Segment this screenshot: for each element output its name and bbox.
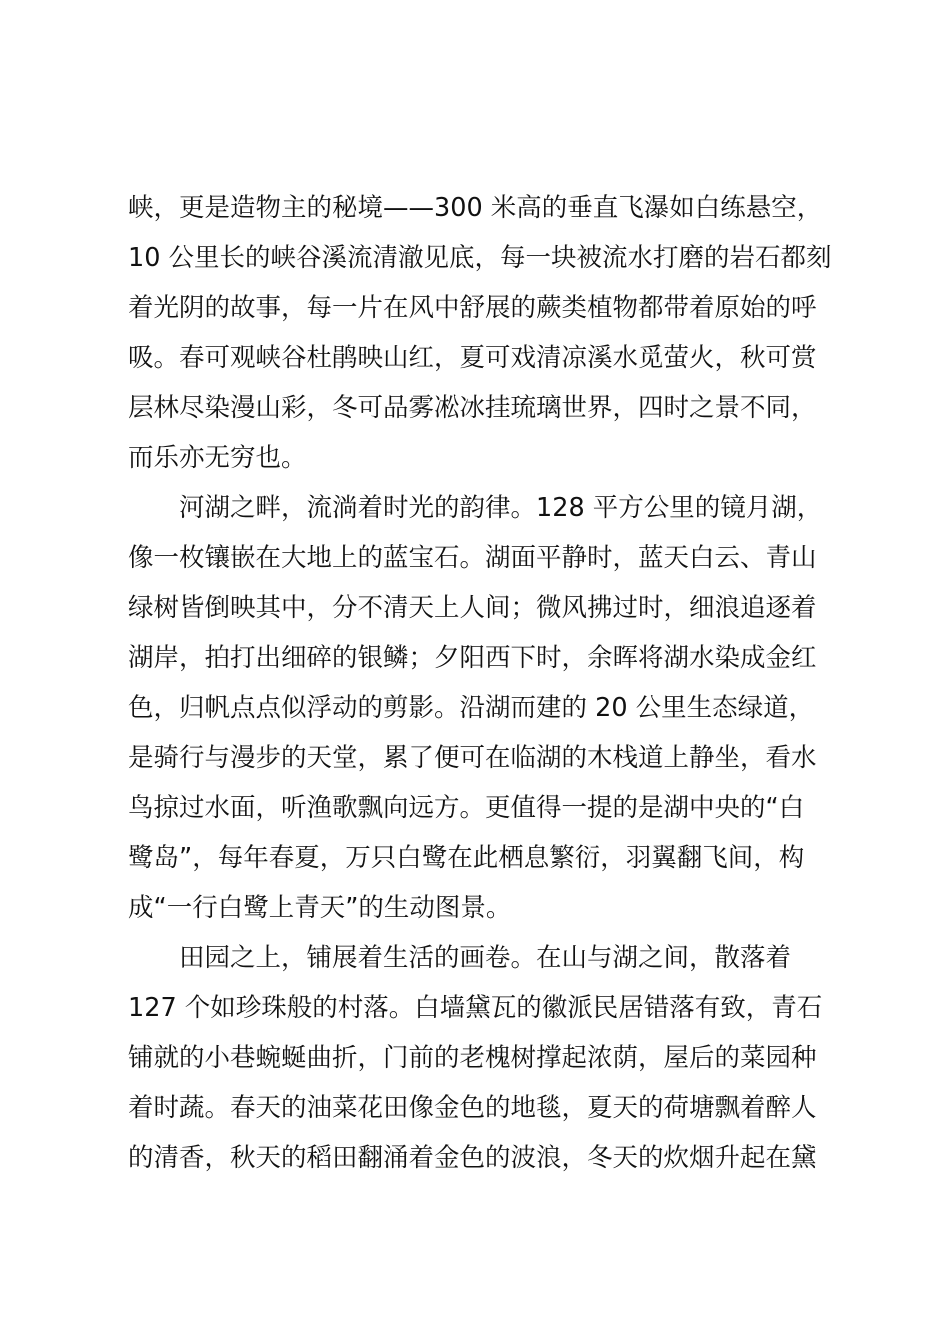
text-line: 绿树皆倒映其中，分不清天上人间；微风拂过时，细浪追逐着 [128, 593, 817, 623]
text-line: 鸟掠过水面，听渔歌飘向远方。更值得一提的是湖中央的“白 [128, 793, 805, 823]
paragraph-gorge [128, 183, 838, 483]
text-line: 铺就的小巷蜿蜒曲折，门前的老槐树撑起浓荫，屋后的菜园种 [128, 1043, 817, 1073]
text-line: 鹭岛”，每年春夏，万只白鹭在此栖息繁衍，羽翼翻飞间，构 [128, 843, 805, 873]
body-text [128, 183, 838, 1183]
text-line: 吸。春可观峡谷杜鹃映山红，夏可戏清凉溪水觅萤火，秋可赏 [128, 343, 817, 373]
text-line: 127 个如珍珠般的村落。白墙黛瓦的徽派民居错落有致，青石 [128, 993, 823, 1023]
paragraph-countryside [128, 933, 838, 1183]
text-line: 田园之上，铺展着生活的画卷。在山与湖之间，散落着 [128, 943, 792, 973]
text-line: 着时蔬。春天的油菜花田像金色的地毯，夏天的荷塘飘着醉人 [128, 1093, 817, 1123]
text-line: 湖岸，拍打出细碎的银鳞；夕阳西下时，余晖将湖水染成金红 [128, 643, 817, 673]
text-line: 是骑行与漫步的天堂，累了便可在临湖的木栈道上静坐，看水 [128, 743, 817, 773]
paragraph-lake [128, 483, 838, 933]
text-line: 河湖之畔，流淌着时光的韵律。128 平方公里的镜月湖， [128, 493, 823, 523]
text-line: 峡，更是造物主的秘境——300 米高的垂直飞瀑如白练悬空， [128, 193, 823, 223]
text-line: 的清香，秋天的稻田翻涌着金色的波浪，冬天的炊烟升起在黛 [128, 1143, 817, 1173]
text-line: 10 公里长的峡谷溪流清澈见底，每一块被流水打磨的岩石都刻 [128, 243, 832, 273]
text-line: 色，归帆点点似浮动的剪影。沿湖而建的 20 公里生态绿道， [128, 693, 815, 723]
text-line: 而乐亦无穷也。 [128, 443, 307, 473]
text-line: 着光阴的故事，每一片在风中舒展的蕨类植物都带着原始的呼 [128, 293, 817, 323]
text-line: 层林尽染漫山彩，冬可品雾凇冰挂琉璃世界，四时之景不同， [128, 393, 817, 423]
text-line: 成“一行白鹭上青天”的生动图景。 [128, 893, 512, 923]
text-line: 像一枚镶嵌在大地上的蓝宝石。湖面平静时，蓝天白云、青山 [128, 543, 817, 573]
